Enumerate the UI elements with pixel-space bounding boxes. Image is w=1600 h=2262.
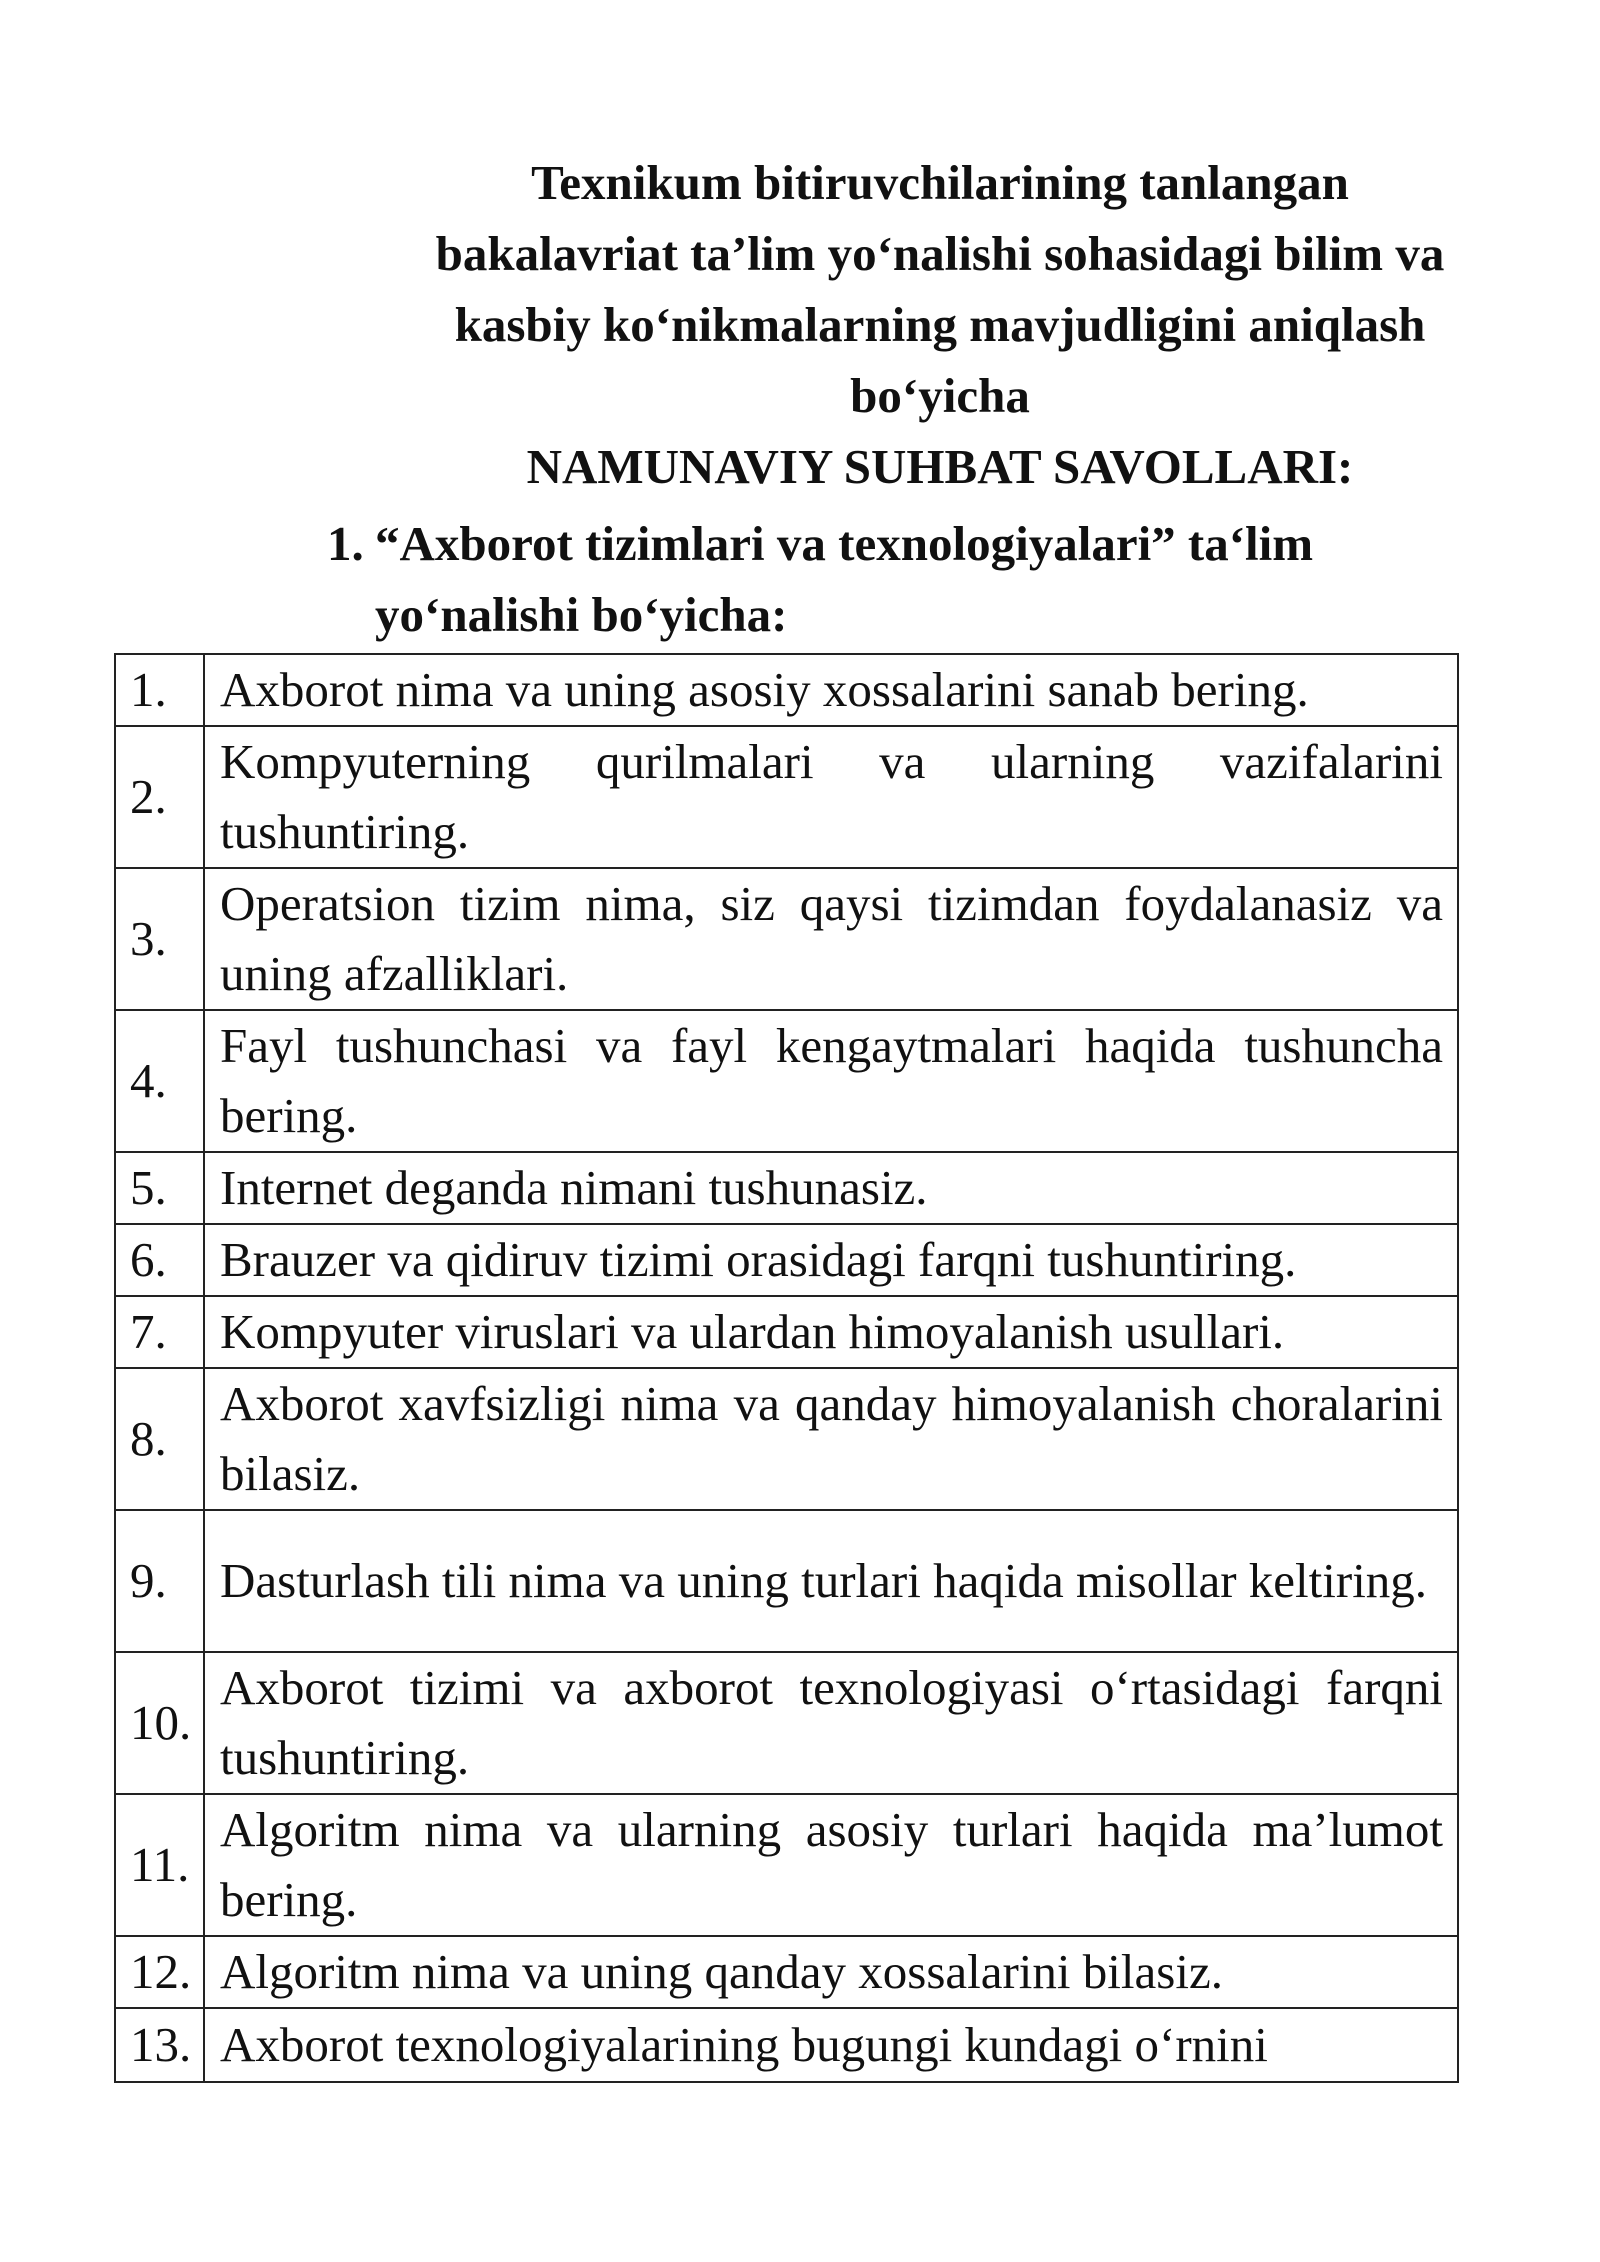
heading-line: kasbiy ko‘nikmalarning mavjudligini aniqlash (454, 297, 1426, 352)
question-number: 5. (115, 1152, 204, 1224)
question-row (115, 1296, 1458, 1368)
question-text: Axborot texnologiyalarining bugungi kundagi o‘rnini (204, 2008, 1458, 2082)
questions-table (114, 653, 1459, 2083)
question-text: Algoritm nima va ularning asosiy turlari haqida ma’lumot bering. (204, 1794, 1458, 1936)
question-number: 7. (115, 1296, 204, 1368)
question-row (115, 2008, 1458, 2082)
question-number: 12. (115, 1936, 204, 2008)
heading-title: NAMUNAVIY SUHBAT SAVOLLARI: (526, 439, 1354, 494)
heading-line: bo‘yicha (850, 368, 1030, 423)
question-row (115, 1152, 1458, 1224)
question-row (115, 654, 1458, 726)
question-row (115, 1224, 1458, 1296)
section-heading (327, 508, 1527, 650)
question-number: 10. (115, 1652, 204, 1794)
question-number: 1. (115, 654, 204, 726)
question-text: Kompyuter viruslari va ulardan himoyalanish usullari. (204, 1296, 1458, 1368)
question-text: Algoritm nima va uning qanday xossalarini bilasiz. (204, 1936, 1458, 2008)
section-number-spacer (327, 579, 375, 650)
question-number: 8. (115, 1368, 204, 1510)
question-text: Dasturlash tili nima va uning turlari haqida misollar keltiring. (204, 1510, 1458, 1652)
question-row (115, 1010, 1458, 1152)
heading-line: Texnikum bitiruvchilarining tanlangan (531, 155, 1349, 210)
question-number: 11. (115, 1794, 204, 1936)
question-number: 3. (115, 868, 204, 1010)
question-text: Internet deganda nimani tushunasiz. (204, 1152, 1458, 1224)
question-number: 6. (115, 1224, 204, 1296)
question-row (115, 868, 1458, 1010)
question-number: 4. (115, 1010, 204, 1152)
question-text: Axborot nima va uning asosiy xossalarini sanab bering. (204, 654, 1458, 726)
question-text: Operatsion tizim nima, siz qaysi tizimdan foydalanasiz va uning afzalliklari. (204, 868, 1458, 1010)
question-row (115, 1652, 1458, 1794)
section-number: 1. (327, 516, 364, 571)
question-number: 13. (115, 2008, 204, 2082)
question-number: 2. (115, 726, 204, 868)
question-row (115, 1794, 1458, 1936)
question-row (115, 726, 1458, 868)
question-row (115, 1368, 1458, 1510)
question-text: Axborot xavfsizligi nima va qanday himoyalanish choralarini bilasiz. (204, 1368, 1458, 1510)
section-title-line1: “Axborot tizimlari va texnologiyalari” ta‘lim (375, 516, 1314, 571)
question-text: Axborot tizimi va axborot texnologiyasi o‘rtasidagi farqni tushuntiring. (204, 1652, 1458, 1794)
question-number: 9. (115, 1510, 204, 1652)
question-text: Fayl tushunchasi va fayl kengaytmalari haqida tushuncha bering. (204, 1010, 1458, 1152)
question-row (115, 1936, 1458, 2008)
question-text: Kompyuterning qurilmalari va ularning vazifalarini tushuntiring. (204, 726, 1458, 868)
section-title-line2: yo‘nalishi bo‘yicha: (375, 587, 788, 642)
question-text: Brauzer va qidiruv tizimi orasidagi farqni tushuntiring. (204, 1224, 1458, 1296)
heading-line: bakalavriat ta’lim yo‘nalishi sohasidagi bilim va (435, 226, 1445, 281)
document-heading (355, 147, 1525, 502)
question-row (115, 1510, 1458, 1652)
